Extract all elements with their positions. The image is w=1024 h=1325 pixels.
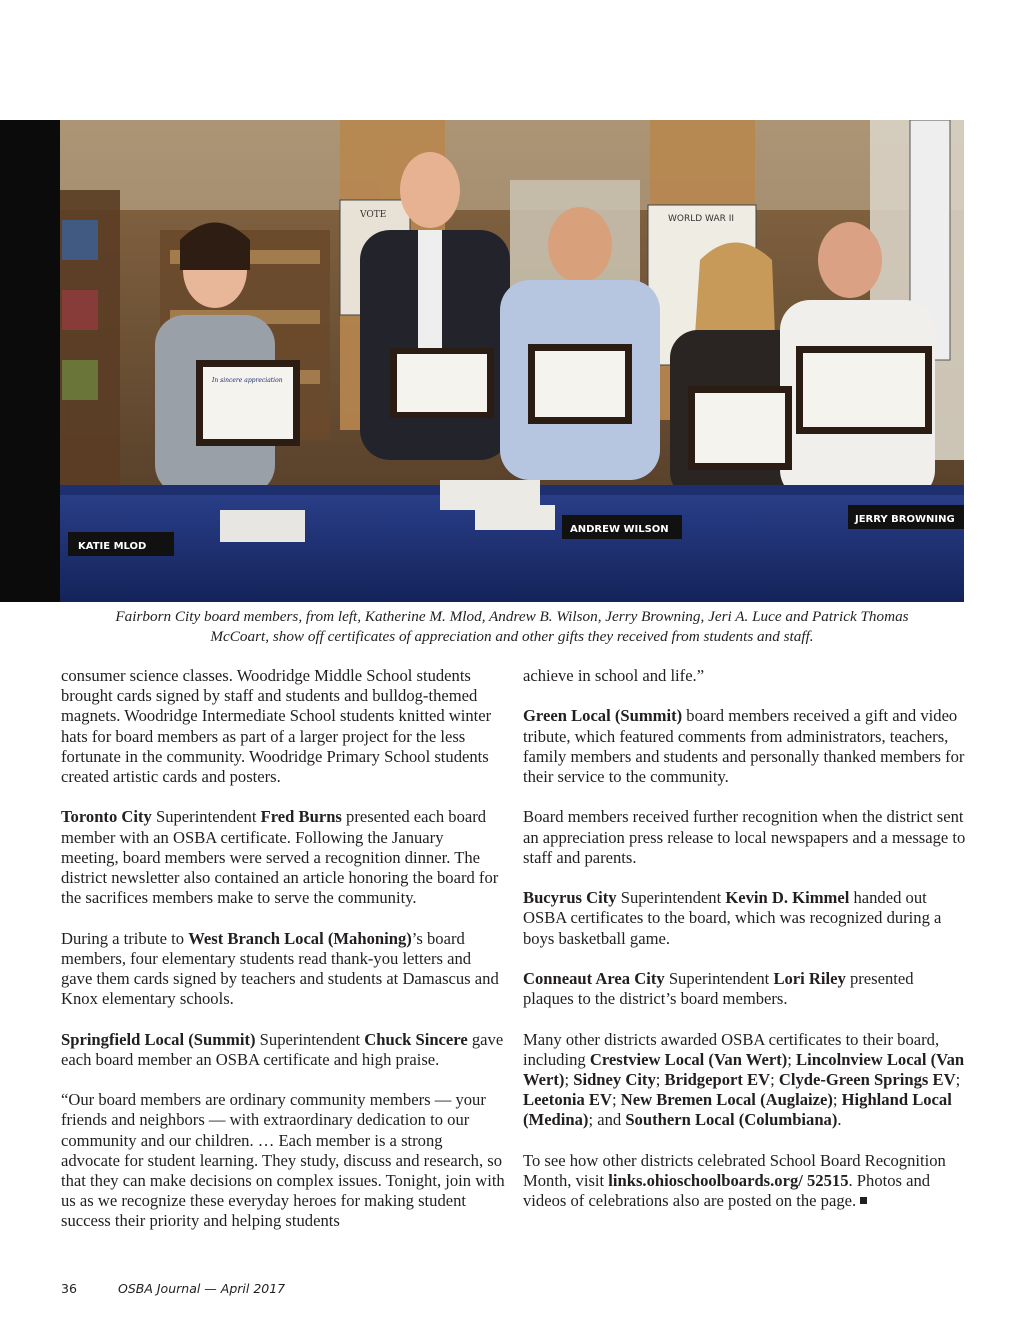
left-paragraph-3: During a tribute to West Branch Local (Mahoning)’s board members, four elementary students read thank-you letters and gave them cards signed by teachers and students at Damascus and Knox elementary schools. [61, 928, 499, 1009]
nameplate-andrew: ANDREW WILSON [570, 524, 669, 535]
page-number: 36 [61, 1281, 77, 1296]
poster-vote: VOTE [360, 210, 387, 220]
right-paragraph-6: Many other districts awarded OSBA certificates to their board, including Crestview Local (Van Wert); Lincolnview Local (Van Wert); Sidney City; Bridgeport EV; Clyde-Green Springs EV; Leetonia EV; New Bremen Local (Auglaize); Highland Local (Medina); and Southern Local (Columbiana). [523, 1029, 965, 1130]
poster-ww2: WORLD WAR II [668, 214, 735, 224]
right-paragraph-1: achieve in school and life.” [523, 666, 705, 685]
caption-line-1: Fairborn City board members, from left, Katherine M. Mlod, Andrew B. Wilson, Jerry Browning, Jeri A. Luce and Patrick Thomas [115, 608, 909, 625]
photo-left-border [0, 120, 60, 602]
left-paragraph-4: Springfield Local (Summit) Superintendent Chuck Sincere gave each board member an OSBA certificate and high praise. [61, 1029, 504, 1069]
link-osba[interactable]: links.ohioschoolboards.org/ 52515 [608, 1170, 849, 1190]
photo-illustration [60, 120, 964, 602]
right-paragraph-7: To see how other districts celebrated School Board Recognition Month, visit links.ohioschoolboards.org/ 52515. Photos and videos of celebrations also are posted on the page. [523, 1150, 946, 1211]
group-photo [0, 120, 964, 602]
right-paragraph-2: Green Local (Summit) board members received a gift and video tribute, which featured comments from administrators, teachers, family members and students and personally thanked members for their service to the community. [523, 706, 965, 786]
end-mark-icon [860, 1197, 867, 1204]
nameplate-jerry: JERRY BROWNING [855, 514, 955, 525]
left-paragraph-2: Toronto City Superintendent Fred Burns presented each board member with an OSBA certificate. Following the January meeting, board members were served a recognition dinner. The district newsletter also contained an article honoring the board for the sacrifices members make to serve the community. [61, 807, 499, 908]
right-column [523, 666, 968, 1232]
right-paragraph-4: Bucyrus City Superintendent Kevin D. Kimmel handed out OSBA certificates to the board, which was recognized during a boys basketball game. [523, 888, 942, 948]
right-paragraph-3: Board members received further recognition when the district sent an appreciation press release to local newspapers and a message to staff and parents. [523, 807, 966, 867]
left-paragraph-5: “Our board members are ordinary community members — your friends and neighbors — with extraordinary dedication to our community and our children. … Each member is a strong advocate for student learning. They study, discuss and research, so that they can make decisions on complex issues. Tonight, join with us as we recognize these everyday heroes for making student success their priority and helping students [61, 1090, 505, 1231]
certificate-heading: In sincere appreciation [212, 377, 283, 384]
nameplate-katie: KATIE MLOD [78, 541, 147, 552]
left-column [61, 666, 505, 1252]
caption-line-2: McCoart, show off certificates of appreciation and other gifts they received from students and staff. [210, 628, 814, 645]
photo-caption [60, 607, 964, 647]
left-paragraph-1: consumer science classes. Woodridge Middle School students brought cards signed by staff and students and bulldog-themed magnets. Woodridge Intermediate School students knitted winter hats for board members as part of a larger project for the less fortunate in the community. Woodridge Primary School students created artistic cards and posters. [61, 666, 492, 787]
right-paragraph-5: Conneaut Area City Superintendent Lori Riley presented plaques to the district’s board members. [523, 968, 914, 1009]
page-footer [61, 1281, 285, 1296]
journal-title: OSBA Journal — April 2017 [118, 1281, 286, 1296]
